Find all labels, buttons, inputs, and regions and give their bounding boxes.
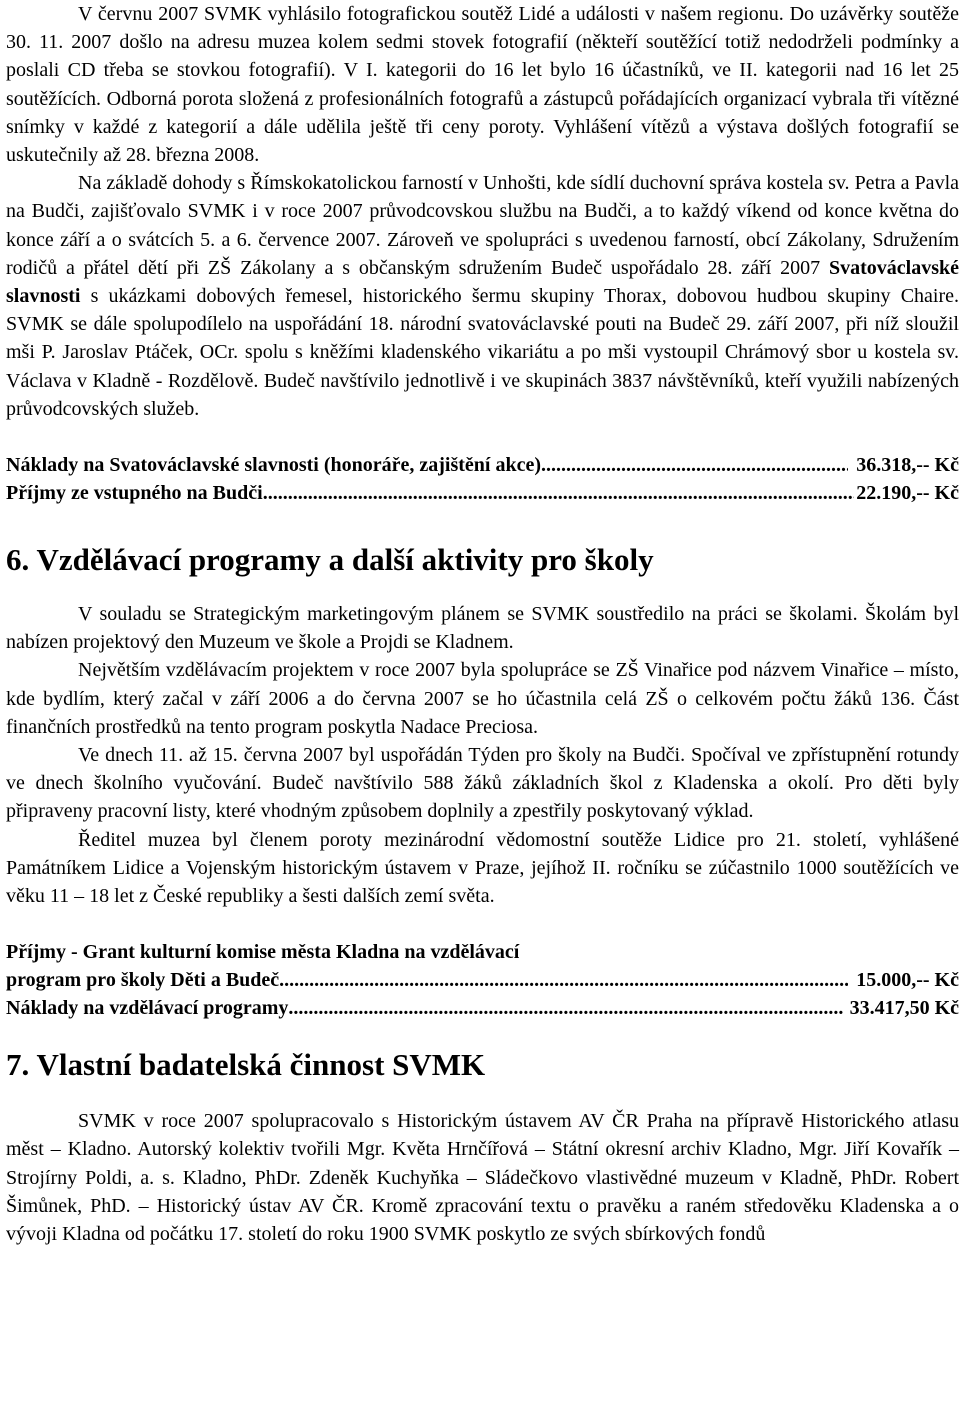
dot-leader <box>263 479 855 507</box>
dot-leader <box>541 451 848 479</box>
cost-row-expense <box>6 994 959 1022</box>
paragraph-budec-guide-service <box>6 169 959 423</box>
section-heading-6: 6. Vzdělávací programy a další aktivity pro školy <box>6 542 654 578</box>
paragraph-historical-atlas: SVMK v roce 2007 spolupracovalo s Historickým ústavem AV ČR Praha na přípravě Historického atlasu měst – Kladno. Autorský kolektiv tvořili Mgr. Květa Hrnčířová – Státní okresní archiv Kladno, Mgr. Jiří Kovařík – Strojírny Poldi, a. s. Kladno, PhDr. Zdeněk Kuchyňka – Sládečkovo vlastivědné muzeum v Kladně, PhDr. Robert Šimůnek, PhD. – Historický ústav AV ČR. Kromě zpracování textu o pravěku a raném středověku Kladenska a o vývoji Kladna od počátku 17. století do roku 1900 SVMK poskytlo ze svých sbírkových fondů <box>6 1110 959 1246</box>
section-heading-7: 7. Vlastní badatelská činnost SVMK <box>6 1047 486 1083</box>
cost-label: Náklady na Svatováclavské slavnosti (honoráře, zajištění akce) <box>6 454 541 477</box>
costs-section-2 <box>6 938 959 1022</box>
paragraph-text: s ukázkami dobových řemesel, historického šermu skupiny Thorax, dobovou hudbou skupiny Chaire. SVMK se dále spolupodílelo na uspořádání 18. národní svatováclavské pouti na Budeč 29. září 2007, při níž sloužil mši P. Jaroslav Ptáček, OCr. spolu s kněžími kladenského vikariátu a po mši vystoupil Chrámový sbor u kostela sv. Václava v Kladně - Rozdělově. Budeč navštívilo jednotlivě i ve skupinách 3837 návštěvníků, kteří využili nabízených průvodcovských služeb. <box>6 285 959 420</box>
cost-row-grant <box>6 966 959 994</box>
paragraph-strategy: V souladu se Strategickým marketingovým plánem se SVMK soustředilo na práci se školami. Školám byl nabízen projektový den Muzeum ve škole a Projdi se Kladnem. <box>6 603 959 654</box>
dot-leader <box>288 994 843 1022</box>
dot-leader <box>279 966 848 994</box>
paragraph-photo-contest: V červnu 2007 SVMK vyhlásilo fotografickou soutěž Lidé a události v našem regionu. Do uzávěrky soutěže 30. 11. 2007 došlo na adresu muzea kolem sedmi stovek fotografií (někteří soutěžící totiž nedodrželi podmínky a poslali CD třeba se stovkou fotografií). V I. kategorii do 16 let bylo 16 účastníků, ve II. kategorii nad 16 let 25 soutěžících. Odborná porota složená z profesionálních fotografů a zástupců pořádajících organizací vybrala tři vítězné snímky v každé z kategorií a dále udělila ještě tři ceny poroty. Vyhlášení vítězů a výstava došlých fotografií se uskutečnily až 28. března 2008. <box>6 3 959 167</box>
cost-amount: 36.318,-- Kč <box>856 454 959 477</box>
paragraph-vinarice: Největším vzdělávacím projektem v roce 2007 byla spolupráce se ZŠ Vinařice pod názvem Vinařice – místo, kde bydlím, který začal v září 2006 a do června 2007 se ho účastnila celá ZŠ o celkovém počtu žáků 136. Část finančních prostředků na tento program poskytla Nadace Preciosa. <box>6 659 959 738</box>
document-page <box>6 0 959 1248</box>
cost-row-expense <box>6 451 959 479</box>
paragraph-lidice-contest: Ředitel muzea byl členem poroty mezinárodní vědomostní soutěže Lidice pro 21. století, vyhlášené Památníkem Lidice a Vojenským historickým ústavem v Praze, jejíhož II. ročníku se zúčastnilo 1000 soutěžících ve věku 11 – 18 let z České republiky a šesti dalších zemí světa. <box>6 828 959 908</box>
costs-section-1 <box>6 451 959 507</box>
paragraph-school-week: Ve dnech 11. až 15. června 2007 byl uspořádán Týden pro školy na Budči. Spočíval ve zpřístupnění rotundy ve dnech školního vyučování. Budeč navštívilo 588 žáků základních škol z Kladenska a okolí. Pro děti byly připraveny pracovní listy, které vhodným způsobem doplnily a zpestřily poskytovaný výklad. <box>6 744 959 823</box>
cost-amount: 15.000,-- Kč <box>856 969 959 992</box>
event-name-svatovaclavske: Svatováclavské slavnosti <box>6 256 959 308</box>
cost-label: Příjmy ze vstupného na Budči <box>6 482 263 505</box>
cost-amount: 22.190,-- Kč <box>856 482 959 505</box>
paragraph-text: Na základě dohody s Římskokatolickou farností v Unhošti, kde sídlí duchovní správa kostela sv. Petra a Pavla na Budči, zajišťovalo SVMK i v roce 2007 průvodcovskou službu na Budči, a to každý víkend od konce května do konce září a o svátcích 5. a 6. července 2007. Zároveň ve spolupráci s uvedenou farností, obcí Zákolany, Sdružením rodičů a přátel dětí při ZŠ Zákolany a s občanským sdružením Budeč uspořádalo 28. září 2007 <box>6 172 959 279</box>
cost-label: Náklady na vzdělávací programy <box>6 997 289 1020</box>
grant-label-line: Příjmy - Grant kulturní komise města Kladna na vzdělávací <box>6 941 520 964</box>
cost-row-income <box>6 479 959 507</box>
cost-amount: 33.417,50 Kč <box>849 997 959 1020</box>
cost-label: program pro školy Děti a Budeč <box>6 969 280 992</box>
